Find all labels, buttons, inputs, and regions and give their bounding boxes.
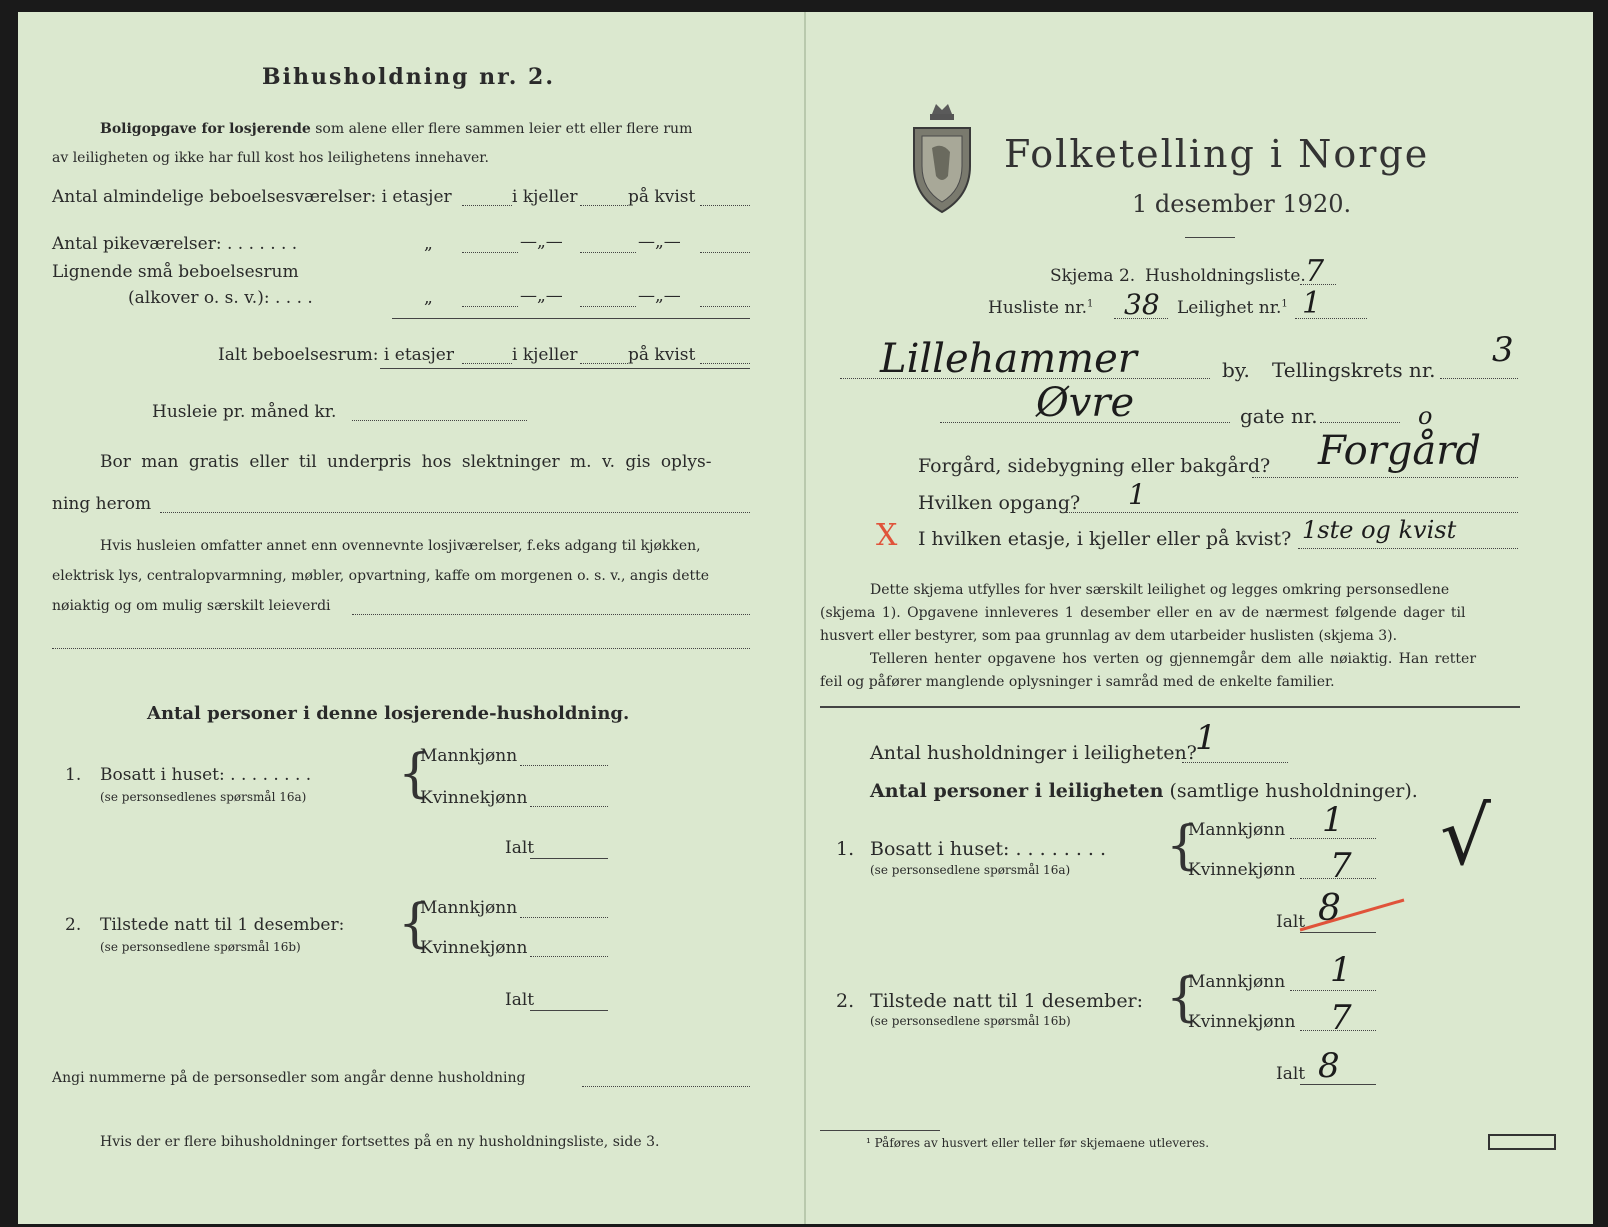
right-persons-title-rest: (samtlige husholdninger).	[1169, 780, 1418, 802]
pike-field-1[interactable]	[462, 252, 518, 253]
instr-1: Dette skjema utfylles for hver særskilt leilighet og legges omkring personsedlene	[870, 582, 1450, 598]
angi-field[interactable]	[582, 1086, 750, 1087]
opgang-value[interactable]: 1	[1128, 478, 1146, 511]
right-q1-brace: {	[1166, 816, 1200, 876]
right-q1-male-value[interactable]: 1	[1322, 800, 1344, 840]
leilighet-sup: 1	[1281, 298, 1288, 310]
ialt-rooms-label: Ialt beboelsesrum: i etasjer	[218, 345, 454, 365]
right-q2-ialt-field[interactable]	[1300, 1084, 1376, 1085]
ialt-underline	[380, 368, 750, 369]
small-field-3[interactable]	[700, 306, 750, 307]
husliste-label-text: Husliste nr.	[988, 298, 1088, 318]
etasje-label: I hvilken etasje, i kjeller eller på kvist?	[918, 528, 1292, 550]
rent-note-2: elektrisk lys, centralopvarmning, møbler, opvartning, kaffe om morgenen o. s. v., angis dette	[52, 568, 710, 584]
rent-field[interactable]	[352, 420, 527, 421]
left-q1-female-label: Kvinnekjønn	[420, 788, 528, 808]
left-q2-male-field[interactable]	[520, 917, 608, 918]
leilighet-field[interactable]	[1295, 318, 1367, 319]
right-q1-ialt-value[interactable]: 8	[1318, 888, 1341, 929]
forgaard-value[interactable]: Forgård	[1318, 428, 1481, 474]
left-q1-male-field[interactable]	[520, 765, 608, 766]
krets-field[interactable]	[1440, 378, 1518, 379]
rent-note-1: Hvis husleien omfatter annet enn ovennevnte losjiværelser, f.eks adgang til kjøkken,	[100, 538, 701, 554]
left-title: Bihusholdning nr. 2.	[262, 64, 555, 90]
right-q2-female-value[interactable]: 7	[1330, 998, 1352, 1038]
right-q2-male-value[interactable]: 1	[1330, 950, 1352, 990]
rent-note-3: nøiaktig og om mulig særskilt leieverdi	[52, 598, 331, 614]
free-line-2: ning herom	[52, 494, 152, 514]
instr-3: husvert eller bestyrer, som paa grunnlag av dem utarbeider huslisten (skjema 3).	[820, 628, 1398, 644]
opgang-label: Hvilken opgang?	[918, 492, 1081, 514]
right-q2-male-label: Mannkjønn	[1188, 972, 1286, 992]
left-q2-sub: (se personsedlene spørsmål 16b)	[100, 940, 301, 954]
left-footer: Hvis der er flere bihusholdninger fortsettes på en ny husholdningsliste, side 3.	[100, 1134, 660, 1150]
left-q2-male-label: Mannkjønn	[420, 898, 518, 918]
ialt-kjeller-label: i kjeller	[512, 345, 578, 365]
pike-ditto-3: —„—	[638, 232, 681, 252]
left-q2-num: 2.	[65, 915, 82, 935]
instr-2: (skjema 1). Opgavene innleveres 1 desember eller en av de nærmest følgende dager til	[820, 605, 1466, 621]
rooms-kvist-field[interactable]	[700, 205, 750, 206]
free-line-1: Bor man gratis eller til underpris hos slektninger m. v. gis oplys-	[100, 452, 712, 472]
etasje-value[interactable]: 1ste og kvist	[1302, 516, 1457, 544]
right-footnote: ¹ Påføres av husvert eller teller før skjemaene utleveres.	[866, 1136, 1210, 1150]
right-q1-male-field[interactable]	[1290, 838, 1376, 839]
small-rooms-label-2: (alkover o. s. v.): . . . .	[128, 288, 313, 308]
left-persons-title: Antal personer i denne losjerende-husholdning.	[147, 703, 630, 724]
small-field-1[interactable]	[462, 306, 518, 307]
left-q1-ialt-field[interactable]	[530, 858, 608, 859]
ialt-kjeller-field[interactable]	[580, 363, 628, 364]
instr-5: feil og påfører manglende oplysninger i samråd med de enkelte familier.	[820, 674, 1335, 690]
free-field[interactable]	[160, 512, 750, 513]
rooms-kvist-label: på kvist	[628, 187, 696, 207]
form-date: 1 desember 1920.	[1132, 190, 1352, 218]
rent-note-field-1[interactable]	[352, 614, 750, 615]
leilighet-value[interactable]: 1	[1302, 286, 1322, 321]
right-q2-female-label: Kvinnekjønn	[1188, 1012, 1296, 1032]
ialt-kvist-label: på kvist	[628, 345, 696, 365]
printer-stamp	[1488, 1134, 1556, 1150]
hh-list-field[interactable]	[1300, 284, 1336, 285]
check-mark: √	[1440, 790, 1491, 883]
right-q2-ialt-label: Ialt	[1276, 1064, 1306, 1084]
left-intro-line2: av leiligheten og ikke har full kost hos leilighetens innehaver.	[52, 150, 489, 166]
pike-label: Antal pikeværelser: . . . . . . .	[52, 234, 298, 254]
antal-hh-value[interactable]: 1	[1195, 718, 1217, 758]
krets-value[interactable]: 3	[1492, 330, 1514, 370]
footnote-rule	[820, 1130, 940, 1131]
left-intro-bold: Boligopgave for losjerende	[100, 121, 311, 137]
left-q1-sub: (se personsedlenes spørsmål 16a)	[100, 790, 307, 804]
rooms-kjeller-label: i kjeller	[512, 187, 578, 207]
forgaard-field[interactable]	[1252, 477, 1518, 478]
gate-value[interactable]: o	[1418, 402, 1433, 430]
right-q2-label: Tilstede natt til 1 desember:	[870, 990, 1144, 1012]
pike-ditto-1: „	[424, 234, 433, 254]
skjema-label: Skjema 2.	[1050, 266, 1136, 286]
left-q2-ialt-field[interactable]	[530, 1010, 608, 1011]
ialt-etasjer-field[interactable]	[462, 363, 512, 364]
angi-label: Angi nummerne på de personsedler som angår denne husholdning	[52, 1070, 526, 1086]
right-persons-title	[870, 780, 1418, 802]
etasje-field[interactable]	[1298, 548, 1518, 549]
rent-label: Husleie pr. måned kr.	[152, 402, 337, 422]
left-q2-ialt-label: Ialt	[505, 990, 535, 1010]
right-q1-female-value[interactable]: 7	[1330, 846, 1352, 886]
small-ditto-3: —„—	[638, 286, 681, 306]
street-value[interactable]: Øvre	[1036, 380, 1135, 426]
right-q2-num: 2.	[836, 990, 855, 1012]
husliste-sup: 1	[1087, 298, 1094, 310]
right-q2-male-field[interactable]	[1290, 990, 1376, 991]
title-rule	[1185, 237, 1235, 238]
left-q1-num: 1.	[65, 765, 82, 785]
left-q1-male-label: Mannkjønn	[420, 746, 518, 766]
left-q1-brace: {	[398, 744, 432, 804]
left-q2-brace: {	[398, 894, 432, 954]
left-q1-female-field[interactable]	[530, 806, 608, 807]
left-q2-female-field[interactable]	[530, 956, 608, 957]
by-label: by.	[1222, 358, 1250, 382]
etasje-red-mark: X	[876, 518, 898, 553]
left-q1-ialt-label: Ialt	[505, 838, 535, 858]
right-persons-title-bold: Antal personer i leiligheten	[870, 780, 1164, 802]
husliste-field[interactable]	[1114, 318, 1168, 319]
gate-label: gate nr.	[1240, 404, 1318, 428]
leilighet-label-text: Leilighet nr.	[1177, 298, 1282, 318]
rent-note-field-2[interactable]	[52, 648, 750, 649]
rooms-label: Antal almindelige beboelsesværelser: i etasjer	[52, 187, 452, 207]
right-q1-female-label: Kvinnekjønn	[1188, 860, 1296, 880]
ialt-kvist-field[interactable]	[700, 363, 750, 364]
hh-list-label: Husholdningsliste.	[1145, 266, 1306, 286]
rooms-etasjer-field[interactable]	[462, 205, 512, 206]
pike-ditto-2: —„—	[520, 232, 563, 252]
right-q2-female-field[interactable]	[1300, 1030, 1376, 1031]
right-q1-sub: (se personsedlene spørsmål 16a)	[870, 863, 1071, 877]
leilighet-label	[1177, 298, 1288, 318]
form-title: Folketelling i Norge	[1004, 132, 1430, 176]
right-q1-male-label: Mannkjønn	[1188, 820, 1286, 840]
small-ditto-2: —„—	[520, 286, 563, 306]
left-intro-rest: som alene eller flere sammen leier ett eller flere rum	[315, 121, 693, 137]
hh-list-value[interactable]: 7	[1305, 254, 1325, 289]
rooms-kjeller-field[interactable]	[580, 205, 628, 206]
gate-field[interactable]	[1320, 422, 1400, 423]
right-q2-ialt-value[interactable]: 8	[1318, 1046, 1340, 1086]
opgang-field[interactable]	[1066, 512, 1518, 513]
page-fold	[804, 12, 806, 1224]
street-field[interactable]	[940, 422, 1230, 423]
instr-4: Telleren henter opgavene hos verten og gjennemgår dem alle nøiaktig. Han retter	[870, 651, 1477, 667]
forgaard-label: Forgård, sidebygning eller bakgård?	[918, 455, 1271, 477]
right-q2-brace: {	[1166, 968, 1200, 1028]
small-sum-line	[392, 318, 750, 319]
antal-hh-field[interactable]	[1182, 762, 1288, 763]
husliste-value[interactable]: 38	[1124, 288, 1160, 321]
antal-hh-label: Antal husholdninger i leiligheten?	[870, 742, 1197, 764]
small-rooms-label-1: Lignende små beboelsesrum	[52, 262, 299, 282]
right-q1-label: Bosatt i huset: . . . . . . . .	[870, 838, 1107, 860]
left-q2-female-label: Kvinnekjønn	[420, 938, 528, 958]
red-correction-stroke	[1298, 896, 1408, 936]
right-q1-num: 1.	[836, 838, 855, 860]
right-q2-sub: (se personsedlene spørsmål 16b)	[870, 1014, 1071, 1028]
left-q1-label: Bosatt i huset: . . . . . . . .	[100, 765, 312, 785]
left-intro	[100, 121, 692, 137]
coat-of-arms-icon	[908, 96, 976, 216]
right-q1-ialt-label: Ialt	[1276, 912, 1306, 932]
small-field-2[interactable]	[580, 306, 636, 307]
pike-field-3[interactable]	[700, 252, 750, 253]
right-q1-female-field[interactable]	[1300, 878, 1376, 879]
pike-field-2[interactable]	[580, 252, 636, 253]
city-value[interactable]: Lillehammer	[880, 336, 1137, 382]
left-q2-label: Tilstede natt til 1 desember:	[100, 915, 345, 935]
instr-rule	[820, 706, 1520, 708]
small-ditto-1: „	[424, 288, 433, 308]
krets-label: Tellingskrets nr.	[1272, 358, 1436, 382]
husliste-label	[988, 298, 1093, 318]
city-field[interactable]	[840, 378, 1210, 379]
